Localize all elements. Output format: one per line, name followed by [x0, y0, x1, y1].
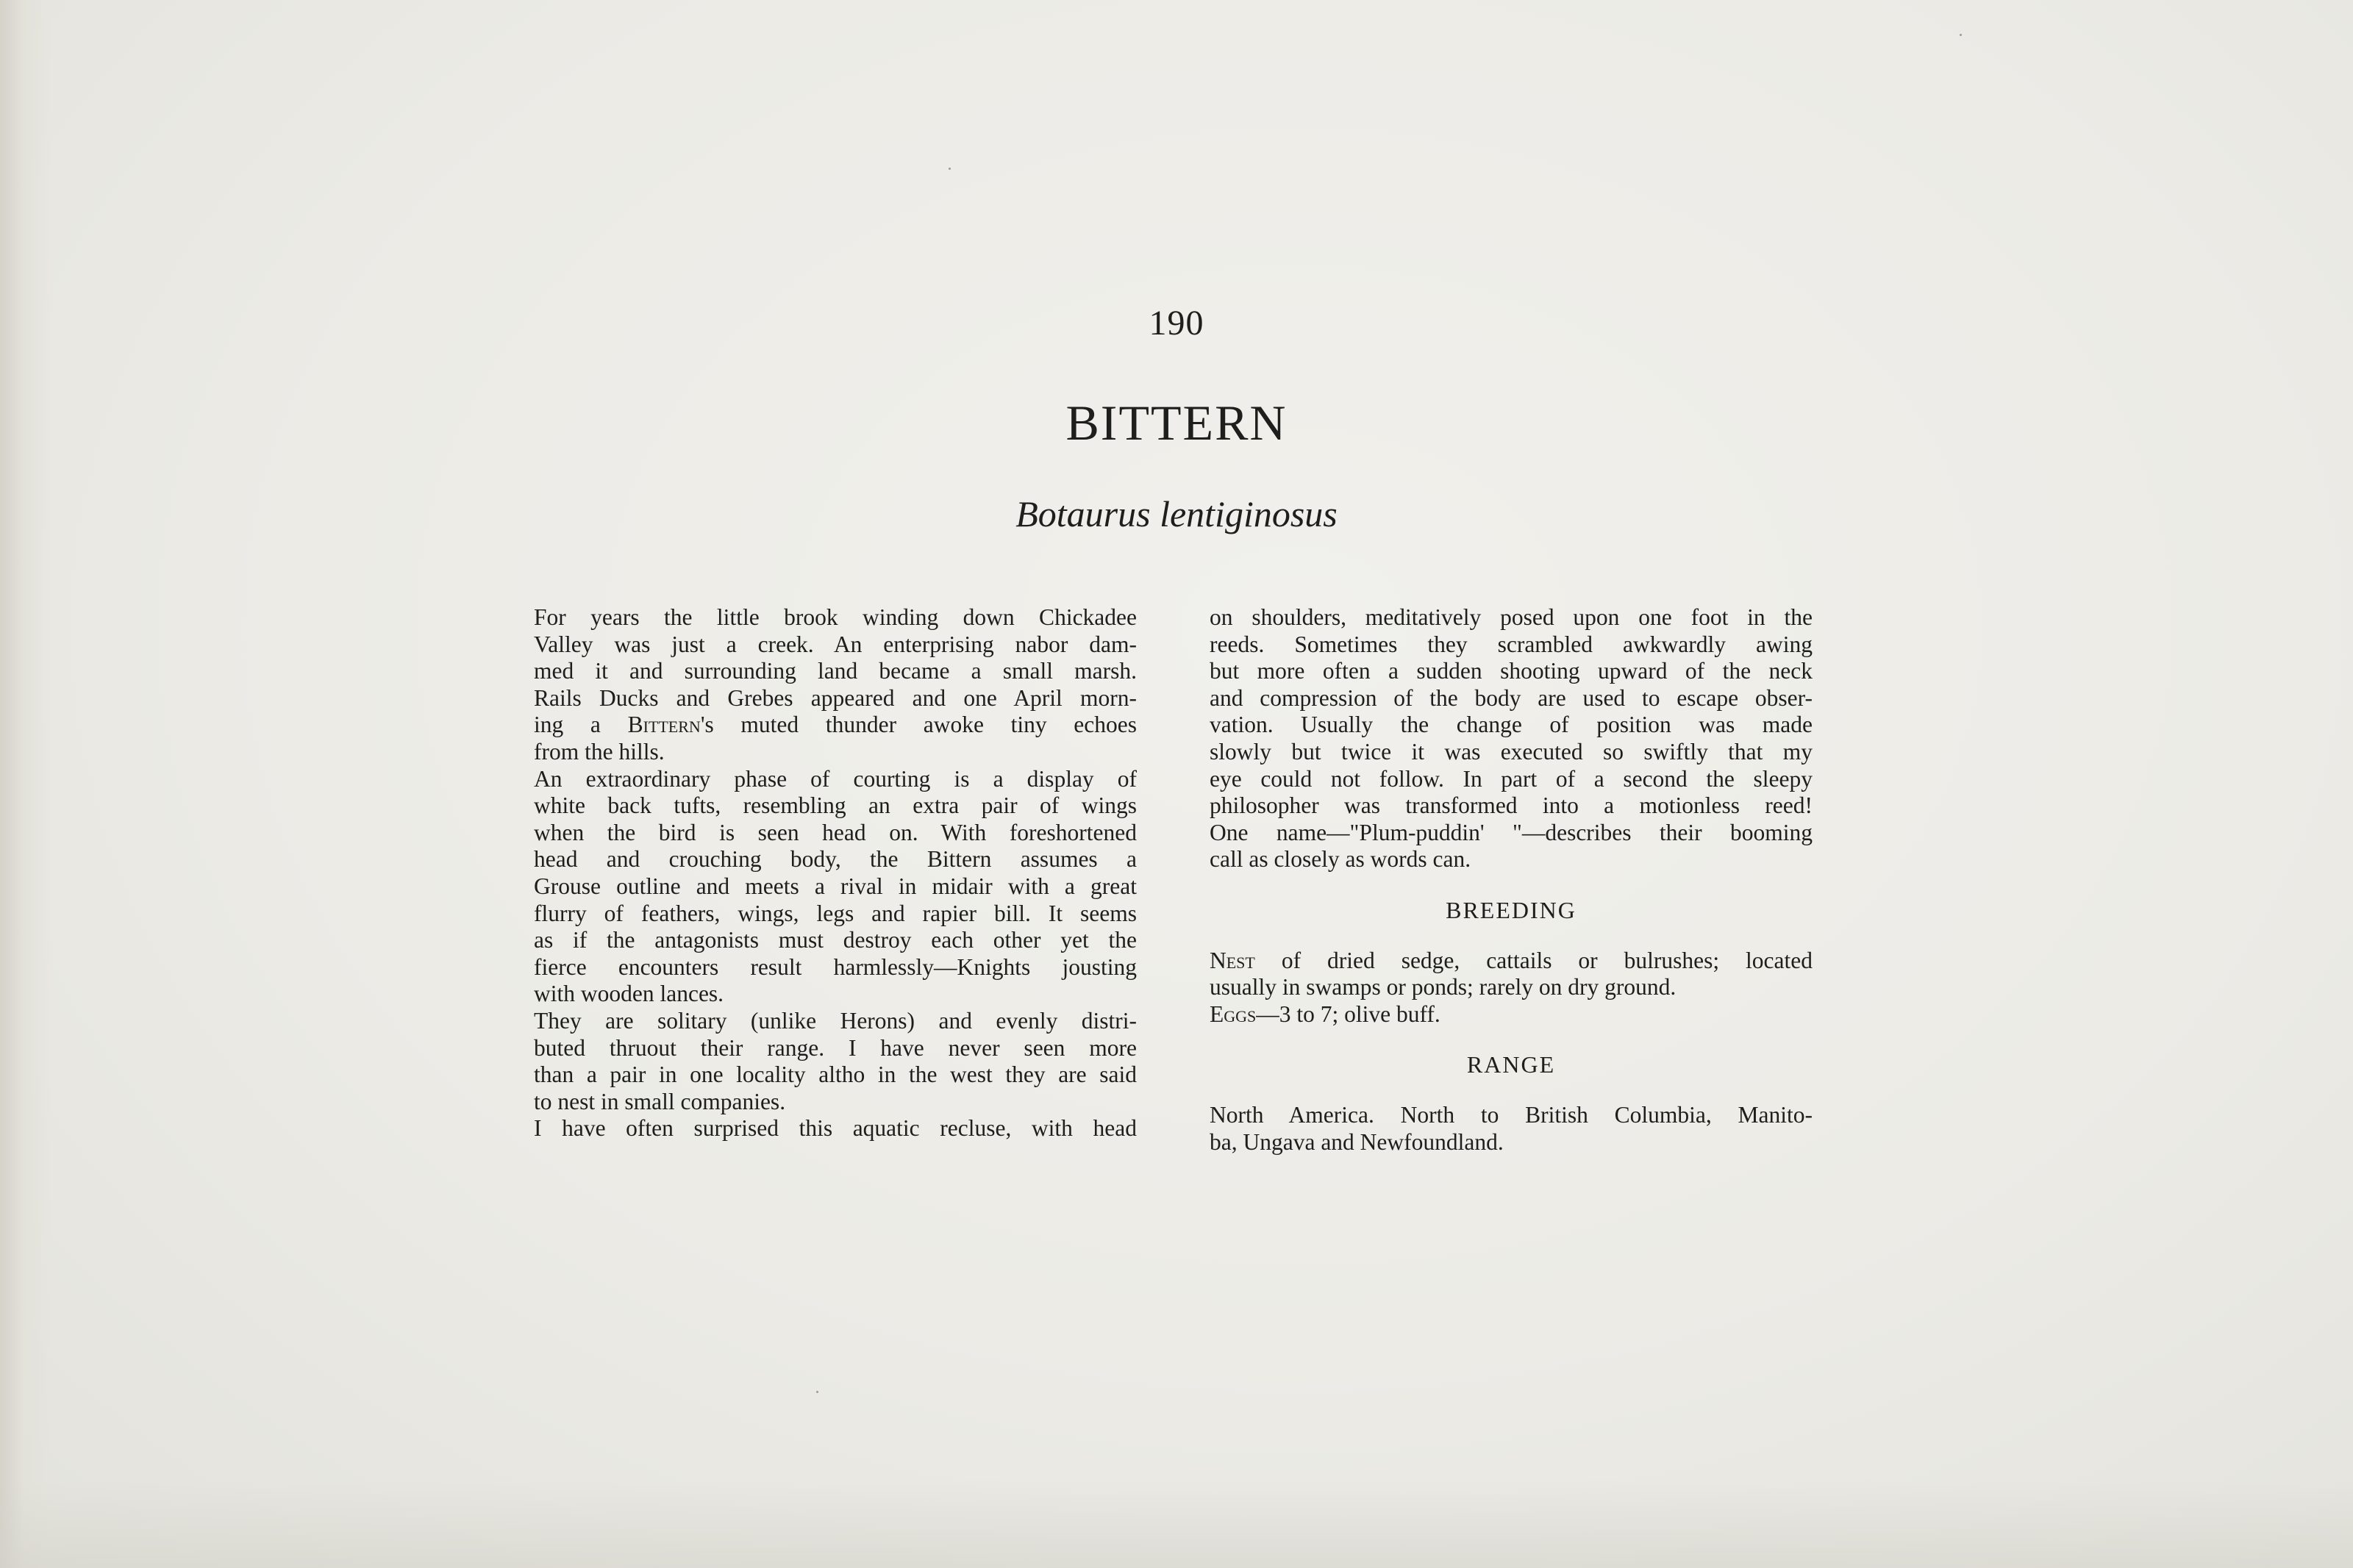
page-bottom-shade: [0, 1480, 2353, 1568]
nest-text: of dried sedge, cattails or bulrushes; located: [1254, 947, 1813, 973]
page-title: BITTERN: [1065, 395, 1288, 451]
right-column: [1210, 604, 1813, 1156]
text-line: flurry of feathers, wings, legs and rapier bill. It seems: [534, 900, 1137, 926]
text-line-with-smallcaps: [534, 712, 1137, 739]
text-line: buted thruout their range. I have never seen more: [534, 1034, 1137, 1061]
text-line: than a pair in one locality altho in the west they are said: [534, 1062, 1137, 1088]
spacer: [1210, 924, 1813, 948]
text-line: reeds. Sometimes they scrambled awkwardly awing: [1210, 631, 1813, 657]
range-heading: RANGE: [1466, 1051, 1556, 1078]
spacer: [1210, 1028, 1813, 1051]
text-line: For years the little brook winding down Chickadee: [534, 604, 1137, 630]
text-line: when the bird is seen head on. With foreshortened: [534, 819, 1137, 845]
text-line: usually in swamps or ponds; rarely on dry ground.: [1210, 974, 1677, 1000]
text-line: white back tufts, resembling an extra pair of wings: [534, 792, 1137, 819]
text-line: One name—"Plum-puddin' "—describes their booming: [1210, 819, 1813, 845]
text-line: with wooden lances.: [534, 981, 724, 1007]
nest-line: [1210, 948, 1813, 975]
spacer: [1210, 873, 1813, 897]
text-line: Grouse outline and meets a rival in midair with a great: [534, 873, 1137, 899]
text-line: call as closely as words can.: [1210, 846, 1471, 873]
paper-speck: [816, 1391, 818, 1393]
text-line: North America. North to British Columbia, Manito-: [1210, 1101, 1813, 1128]
text-line: An extraordinary phase of courting is a display of: [534, 765, 1137, 792]
text-fragment: 's muted thunder awoke tiny echoes: [700, 712, 1138, 738]
paper-speck: [949, 168, 951, 170]
text-line: They are solitary (unlike Herons) and evenly distri-: [534, 1007, 1137, 1034]
text-line: slowly but twice it was executed so swiftly that my: [1210, 738, 1813, 765]
left-column: [534, 604, 1137, 1142]
text-line: but more often a sudden shooting upward of the neck: [1210, 658, 1813, 684]
nest-label: Nest: [1210, 947, 1255, 973]
text-fragment: ing a: [534, 712, 628, 738]
text-line: med it and surrounding land became a small marsh.: [534, 658, 1137, 684]
text-line: as if the antagonists must destroy each other yet the: [534, 927, 1137, 953]
paper-speck: [1960, 34, 1962, 36]
text-line: on shoulders, meditatively posed upon one foot in the: [1210, 604, 1813, 630]
text-line: head and crouching body, the Bittern assumes a: [534, 846, 1137, 873]
text-line: Valley was just a creek. An enterprising nabor dam-: [534, 631, 1137, 657]
eggs-label: Eggs: [1210, 1000, 1257, 1027]
species-name-smallcaps: Bittern: [627, 712, 701, 738]
text-line: eye could not follow. In part of a second the sleepy: [1210, 765, 1813, 792]
text-line: ba, Ungava and Newfoundland.: [1210, 1128, 1504, 1155]
text-line: fierce encounters result harmlessly—Knights jousting: [534, 953, 1137, 980]
page-gutter-shadow: [0, 0, 51, 1568]
text-line: I have often surprised this aquatic recluse, with head: [534, 1115, 1137, 1142]
text-line: and compression of the body are used to escape obser-: [1210, 684, 1813, 711]
scientific-name: Botaurus lentiginosus: [1015, 493, 1338, 534]
breeding-heading: BREEDING: [1446, 896, 1577, 923]
text-line: from the hills.: [534, 738, 665, 765]
text-line: vation. Usually the change of position was made: [1210, 712, 1813, 738]
page-number: 190: [1149, 304, 1204, 343]
spacer: [1210, 1078, 1813, 1102]
text-line: Rails Ducks and Grebes appeared and one April morn-: [534, 684, 1137, 711]
text-line: to nest in small companies.: [534, 1088, 786, 1114]
text-line: philosopher was transformed into a motionless reed!: [1210, 792, 1813, 819]
eggs-line: [1210, 1001, 1813, 1028]
eggs-text: —3 to 7; olive buff.: [1256, 1000, 1440, 1027]
